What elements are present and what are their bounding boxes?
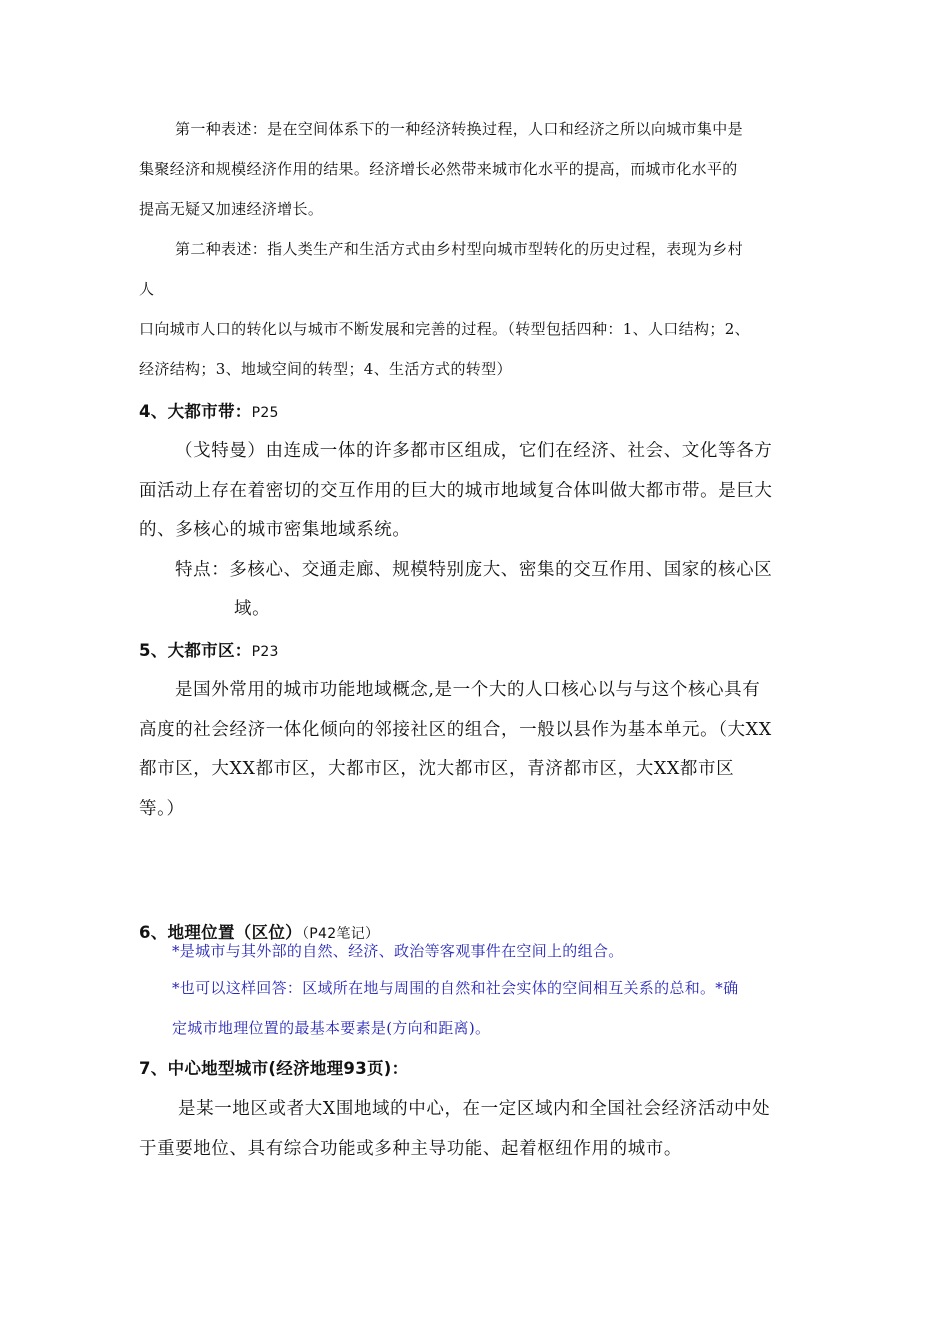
section6-note-line3: 定城市地理位置的最基本要素是(方向和距离)。 [172,1019,491,1037]
section7-body-line2: 于重要地位、具有综合功能或多种主导功能、起着枢纽作用的城市。 [139,1139,682,1159]
section4-body-line1: （戈特曼）由连成一体的许多都市区组成，它们在经济、社会、文化等各方 [175,441,773,461]
para1-line2: 集聚经济和规模经济作用的结果。经济增长必然带来城市化水平的提高，而城市化水平的 [139,160,738,178]
section4-body-line3: 的、多核心的城市密集地域系统。 [139,520,411,540]
section7-heading: 7、中心地型城市(经济地理93页)： [139,1059,409,1078]
section4-body-line2: 面活动上存在着密切的交互作用的巨大的城市地域复合体叫做大都市带。是巨大 [139,481,773,501]
section7-body-line1: 是某一地区或者大X围地域的中心，在一定区域内和全国社会经济活动中处 [178,1099,771,1119]
para1-line3: 提高无疑又加速经济增长。 [139,200,324,218]
para2-line2: 人 [139,280,155,298]
section6-page-ref: （P42笔记） [301,926,380,942]
section4-heading [139,398,279,422]
section4-features-line2: 域。 [234,599,271,619]
section4-features-line1: 特点：多核心、交通走廊、规模特别庞大、密集的交互作用、国家的核心区 [175,560,773,580]
para2-line4: 经济结构；3、地域空间的转型；4、生活方式的转型） [139,360,512,378]
section5-body-line4: 等。） [139,799,185,819]
section5-heading [139,637,279,661]
section5-heading-text: 5、大都市区： [139,641,252,660]
section6-heading-text: 6、地理位置（区位） [139,923,302,942]
section6-note-line1: *是城市与其外部的自然、经济、政治等客观事件在空间上的组合。 [172,942,624,960]
section5-page-ref: P23 [251,644,279,660]
section4-page-ref: P25 [251,405,279,421]
section4-heading-text: 4、大都市带： [139,402,252,421]
section6-note-line2: *也可以这样回答：区域所在地与周围的自然和社会实体的空间相互关系的总和。*确 [172,979,739,997]
para2-line1: 第二种表述：指人类生产和生活方式由乡村型向城市型转化的历史过程，表现为乡村 [175,240,743,258]
section5-body-line1: 是国外常用的城市功能地域概念,是一个大的人口核心以与与这个核心具有 [175,680,761,700]
para2-line3: 口向城市人口的转化以与城市不断发展和完善的过程。（转型包括四种：1、人口结构；2、 [139,320,750,338]
para1-line1: 第一种表述：是在空间体系下的一种经济转换过程，人口和经济之所以向城市集中是 [175,120,743,138]
section5-body-line3: 都市区，大XX都市区，大都市区，沈大都市区，青济都市区，大XX都市区 [139,759,735,779]
section5-body-line2: 高度的社会经济一体化倾向的邻接社区的组合，一般以县作为基本单元。（大XX [139,720,772,740]
